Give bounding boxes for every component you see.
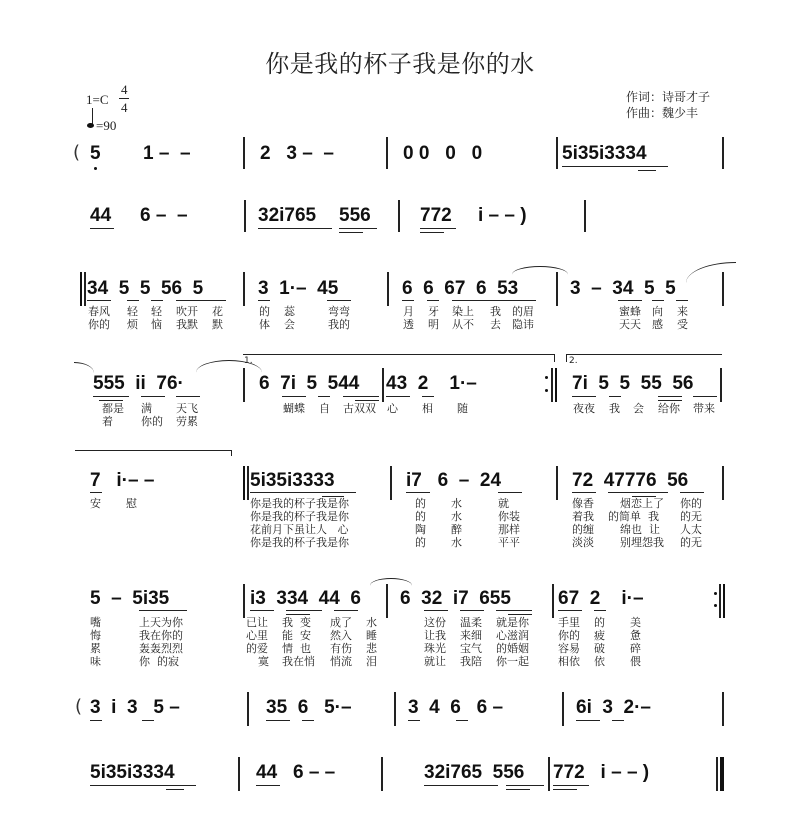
low-octave-dot (94, 167, 97, 170)
song-title: 你是我的杯子我是你的水 (265, 50, 535, 78)
lyric: 感 (652, 318, 663, 331)
lyric: 我在你的 (139, 629, 183, 642)
lyric: 就让 (424, 655, 446, 668)
note: 6 32 i7 655 (400, 588, 511, 609)
underline (558, 610, 582, 611)
underline (256, 785, 280, 786)
lyricist-credit: 作词：诗哥才子 (626, 90, 711, 104)
barline (722, 466, 724, 500)
lyric: 平平 (498, 536, 520, 549)
lyric: 随 (457, 402, 468, 415)
double-barline (84, 272, 86, 306)
lyric: 安 (90, 497, 101, 510)
lyric: 水 (451, 497, 462, 510)
underline (506, 789, 530, 790)
lyric: 的眉 (512, 305, 534, 318)
note: 772 i – – ) (553, 762, 650, 783)
lyric: 偎 (630, 655, 641, 668)
note: 34 5 5 56 5 (87, 278, 204, 299)
barline (722, 272, 724, 306)
lyric: 吹开 (176, 305, 198, 318)
lyric: 寞 (258, 655, 269, 668)
barline (398, 200, 400, 232)
lyric: 人太 (680, 523, 702, 536)
barline (562, 692, 564, 726)
lyric: 透 (403, 318, 414, 331)
note: 7 i·– – (90, 470, 155, 491)
lyric: 会 (284, 318, 295, 331)
barline (386, 584, 388, 618)
lyric: 然入 (330, 629, 352, 642)
lyric: 绵也 让 (620, 523, 660, 536)
lyric: 蜜蜂 (619, 305, 641, 318)
lyric: 自 (319, 402, 330, 415)
lyric: 累 (90, 642, 101, 655)
underline (496, 610, 532, 611)
underline (250, 610, 274, 611)
lyric: 心里 (246, 629, 268, 642)
lyric: 温柔 (460, 616, 482, 629)
lyric: 春风 (88, 305, 110, 318)
lyric: 我的 (328, 318, 350, 331)
lyric: 你一起 (496, 655, 529, 668)
tie-slur (686, 262, 736, 283)
lyric: 轻 (127, 305, 138, 318)
underline (258, 228, 332, 229)
note: 3 4 6 6 – (408, 697, 504, 718)
underline (406, 492, 430, 493)
underline (339, 228, 377, 229)
barline (243, 584, 245, 618)
underline (93, 396, 129, 397)
underline (282, 396, 306, 397)
double-barline (243, 466, 245, 500)
lyric: 体 (259, 318, 270, 331)
underline (176, 300, 226, 301)
lyric: 的无 (680, 510, 702, 523)
underline (612, 720, 624, 721)
underline (286, 610, 322, 611)
underline (166, 789, 184, 790)
lyric: 我陪 (460, 655, 482, 668)
underline (608, 492, 668, 493)
lyric: 烦 (127, 318, 138, 331)
lyric: 古双双 (343, 402, 376, 415)
key-signature: 1=C (86, 92, 109, 107)
lyric: 蝴蝶 (283, 402, 305, 415)
lyric: 悄流 (330, 655, 352, 668)
lyric: 珠光 (424, 642, 446, 655)
underline (139, 610, 187, 611)
underline (420, 232, 444, 233)
underline (572, 492, 596, 493)
quarter-note-icon (87, 123, 94, 128)
underline (553, 785, 589, 786)
lyric: 水 (366, 616, 377, 629)
lyric: 受 (677, 318, 688, 331)
underline (141, 396, 165, 397)
lyric: 有伤 (330, 642, 352, 655)
lyric: 的 (415, 497, 426, 510)
repeat-barline (723, 584, 725, 618)
lyric: 别埋怨我 (620, 536, 664, 549)
note: 0 0 0 0 (403, 143, 483, 164)
repeat-dot (714, 592, 717, 595)
lyric: 心 (387, 402, 398, 415)
lyric: 花前月下虽让人 心 (250, 523, 349, 536)
double-barline (80, 272, 82, 306)
lyric: 的 (594, 616, 605, 629)
underline (456, 720, 468, 721)
note: i3 334 44 6 (250, 588, 361, 609)
note: 32i765 556 (424, 762, 525, 783)
lyric: 成了 (330, 616, 352, 629)
lyric: 的简单 我 (608, 510, 659, 523)
lyric: 染上 (452, 305, 474, 318)
lyric: 泪 (366, 655, 377, 668)
underline (318, 396, 330, 397)
lyric: 手里 (558, 616, 580, 629)
tempo: =90 (96, 118, 117, 133)
underline (258, 300, 270, 301)
lyric: 你的 (558, 629, 580, 642)
volta-bracket-2 (566, 354, 722, 355)
barline (556, 272, 558, 306)
lyric: 的婚姻 (496, 642, 529, 655)
lyric: 心滋润 (496, 629, 529, 642)
barline (394, 692, 396, 726)
lyric: 着 (102, 415, 113, 428)
lyric: 的缠 (572, 523, 594, 536)
barline (381, 757, 383, 791)
lyric: 满 (141, 402, 152, 415)
underline (334, 610, 358, 611)
lyric: 你是我的杯子我是你 (250, 510, 349, 523)
barline (387, 272, 389, 306)
lyric: 相 (422, 402, 433, 415)
lyric: 嘴 (90, 616, 101, 629)
lyric: 碎 (630, 642, 641, 655)
volta-number-1: 1. (244, 356, 253, 366)
lyric: 味 (90, 655, 101, 668)
lyric: 你是我的杯子我是你 (250, 497, 349, 510)
underline (553, 789, 577, 790)
underline (286, 614, 310, 615)
underline (576, 720, 600, 721)
underline (90, 720, 102, 721)
note: 6i 3 2·– (576, 697, 651, 718)
barline (382, 368, 384, 402)
lyric: 的 (415, 536, 426, 549)
composer-credit: 作曲：魏少丰 (626, 106, 699, 120)
lyric: 向 (652, 305, 663, 318)
underline (562, 166, 668, 167)
underline (402, 300, 414, 301)
volta-bracket-1-cont (75, 450, 231, 451)
lyric: 天飞 (176, 402, 198, 415)
underline (176, 396, 200, 397)
underline (420, 228, 456, 229)
barline (386, 137, 388, 169)
lyric: 疲 (594, 629, 605, 642)
underline (498, 492, 522, 493)
note: 7i 5 5 55 56 (572, 373, 694, 394)
note: 555 ii 76· (93, 373, 184, 394)
time-signature-top: 4 (121, 82, 128, 97)
lyric: 默 (212, 318, 223, 331)
underline (618, 300, 642, 301)
lyric: 你 的寂 (139, 655, 179, 668)
note: 6 – – (140, 205, 188, 226)
note: 556 (339, 205, 371, 226)
note: 44 6 – – (256, 762, 336, 783)
lyric: 就是你 (496, 616, 529, 629)
lyric: 淡淡 (572, 536, 594, 549)
barline (722, 137, 724, 169)
note: 35 6 5·– (266, 697, 352, 718)
lyric: 的无 (680, 536, 702, 549)
lyric: 依 (594, 655, 605, 668)
lyric: 劳累 (176, 415, 198, 428)
lyric: 花 (212, 305, 223, 318)
underline (658, 400, 682, 401)
underline (460, 610, 484, 611)
lyric: 牙 (428, 305, 439, 318)
lyric: 带来 (693, 402, 715, 415)
lyric: 从不 (452, 318, 474, 331)
lyric: 月 (403, 305, 414, 318)
lyric: 水 (451, 536, 462, 549)
lyric: 夜夜 (573, 402, 595, 415)
underline (609, 396, 621, 397)
lyric: 轻 (151, 305, 162, 318)
note: 1 – – (143, 143, 191, 164)
underline (422, 396, 434, 397)
barline (243, 137, 245, 169)
lyric: 睡 (366, 629, 377, 642)
underline (427, 300, 439, 301)
lyric: 弯弯 (328, 305, 350, 318)
underline (424, 610, 448, 611)
lyric: 我默 (176, 318, 198, 331)
note: 44 (90, 205, 112, 226)
barline (556, 466, 558, 500)
repeat-dot (714, 604, 717, 607)
note: 5 (90, 143, 101, 164)
barline (244, 200, 246, 232)
lyric: 容易 (558, 642, 580, 655)
tie-slur (512, 266, 568, 283)
note: 43 2 1·– (386, 373, 477, 394)
lyric: 已让 (246, 616, 268, 629)
underline (680, 492, 704, 493)
lyric: 烟恋上了 (620, 497, 664, 510)
note: i – – ) (478, 205, 527, 226)
lyric: 着我 (572, 510, 594, 523)
lyric: 破 (594, 642, 605, 655)
lyric: 天天 (619, 318, 641, 331)
lyric: 就 (498, 497, 509, 510)
underline (339, 232, 363, 233)
lyric: 你的 (88, 318, 110, 331)
lyric: 恼 (151, 318, 162, 331)
lyric: 都是 (102, 402, 124, 415)
underline (572, 396, 596, 397)
underline (90, 492, 102, 493)
lyric: 隐讳 (512, 318, 534, 331)
underline (87, 300, 111, 301)
lyric: 相依 (558, 655, 580, 668)
double-barline (247, 466, 249, 500)
note: 32i765 (258, 205, 317, 226)
open-paren: ( (73, 142, 81, 163)
lyric: 明 (428, 318, 439, 331)
repeat-barline (555, 368, 557, 402)
lyric: 蕊 (284, 305, 295, 318)
barline (552, 584, 554, 618)
volta-bracket-1-end (554, 354, 555, 362)
underline (266, 720, 290, 721)
underline (693, 396, 717, 397)
underline (508, 614, 532, 615)
underline (302, 720, 314, 721)
underline (250, 492, 356, 493)
note: 5 – 5i35 (90, 588, 170, 609)
barline (584, 200, 586, 232)
underline (90, 785, 196, 786)
lyric: 这份 (424, 616, 446, 629)
underline (512, 300, 536, 301)
underline (424, 785, 498, 786)
underline (151, 300, 163, 301)
lyric: 你的 (141, 415, 163, 428)
lyric: 宝气 (460, 642, 482, 655)
lyric: 轰轰烈烈 (139, 642, 183, 655)
underline (355, 400, 379, 401)
lyric: 情 也 (282, 642, 311, 655)
underline (142, 720, 154, 721)
lyric: 像香 (572, 497, 594, 510)
lyric: 悲 (366, 642, 377, 655)
underline (676, 300, 688, 301)
barline (243, 272, 245, 306)
lyric: 能 安 (282, 629, 311, 642)
lyric: 悔 (90, 629, 101, 642)
lyric: 来细 (460, 629, 482, 642)
lyric: 的 (259, 305, 270, 318)
barline (238, 757, 240, 791)
lyric: 给你 (658, 402, 680, 415)
lyric: 来 (677, 305, 688, 318)
note: 3 i 3 5 – (90, 697, 180, 718)
lyric: 去 (490, 318, 501, 331)
time-signature-bottom: 4 (121, 100, 128, 115)
open-paren: ( (75, 696, 83, 717)
volta-bracket-1 (243, 354, 555, 355)
underline (594, 610, 606, 611)
repeat-dot (545, 389, 548, 392)
lyric: 惫 (630, 629, 641, 642)
lyric: 我 变 (282, 616, 311, 629)
barline (243, 368, 245, 402)
note: 3 1·– 45 (258, 278, 339, 299)
note: 67 2 i·– (558, 588, 644, 609)
lyric: 的爱 (246, 642, 268, 655)
note: i7 6 – 24 (406, 470, 502, 491)
lyric: 你装 (498, 510, 520, 523)
lyric: 慰 (126, 497, 137, 510)
lyric: 我 (490, 305, 501, 318)
underline (408, 720, 420, 721)
note: 772 (420, 205, 452, 226)
lyric: 醉 (451, 523, 462, 536)
lyric: 你的 (680, 497, 702, 510)
barline (247, 692, 249, 726)
underline (343, 396, 379, 397)
note: 6 6 67 6 53 (402, 278, 519, 299)
note: 5i35i3333 (250, 470, 335, 491)
final-barline (716, 757, 718, 791)
barline (548, 757, 550, 791)
lyric: 那样 (498, 523, 520, 536)
note: 5i35i3334 (562, 143, 647, 164)
volta-bracket-1-end (231, 450, 232, 456)
lyric: 你是我的杯子我是你 (250, 536, 349, 549)
underline (90, 228, 114, 229)
volta-number-2: 2. (569, 356, 578, 366)
barline (720, 368, 722, 402)
underline (99, 400, 123, 401)
lyric: 我 (609, 402, 620, 415)
lyric: 的 (415, 510, 426, 523)
lyric: 上天为你 (139, 616, 183, 629)
final-barline-thick (720, 757, 724, 791)
lyric: 美 (630, 616, 641, 629)
underline (652, 300, 664, 301)
barline (722, 692, 724, 726)
note: 2 3 – – (260, 143, 334, 164)
lyric: 陶 (415, 523, 426, 536)
repeat-barline (551, 368, 553, 402)
lyric: 我在悄 (282, 655, 315, 668)
note: 5i35i3334 (90, 762, 175, 783)
underline (452, 300, 512, 301)
lyric: 水 (451, 510, 462, 523)
barline (390, 466, 392, 500)
volta-bracket-2-start (566, 354, 567, 362)
underline (327, 300, 351, 301)
underline (386, 396, 410, 397)
underline (638, 170, 656, 171)
underline (506, 785, 544, 786)
time-signature-bar (119, 98, 129, 99)
tie-slur (74, 362, 94, 373)
note: 72 47776 56 (572, 470, 689, 491)
barline (556, 137, 558, 169)
lyric: 会 (633, 402, 644, 415)
underline (658, 396, 682, 397)
repeat-barline (719, 584, 721, 618)
underline (127, 300, 139, 301)
note: 6 7i 5 544 (259, 373, 360, 394)
note: 3 – 34 5 5 (570, 278, 676, 299)
lyric: 让我 (424, 629, 446, 642)
repeat-dot (545, 376, 548, 379)
